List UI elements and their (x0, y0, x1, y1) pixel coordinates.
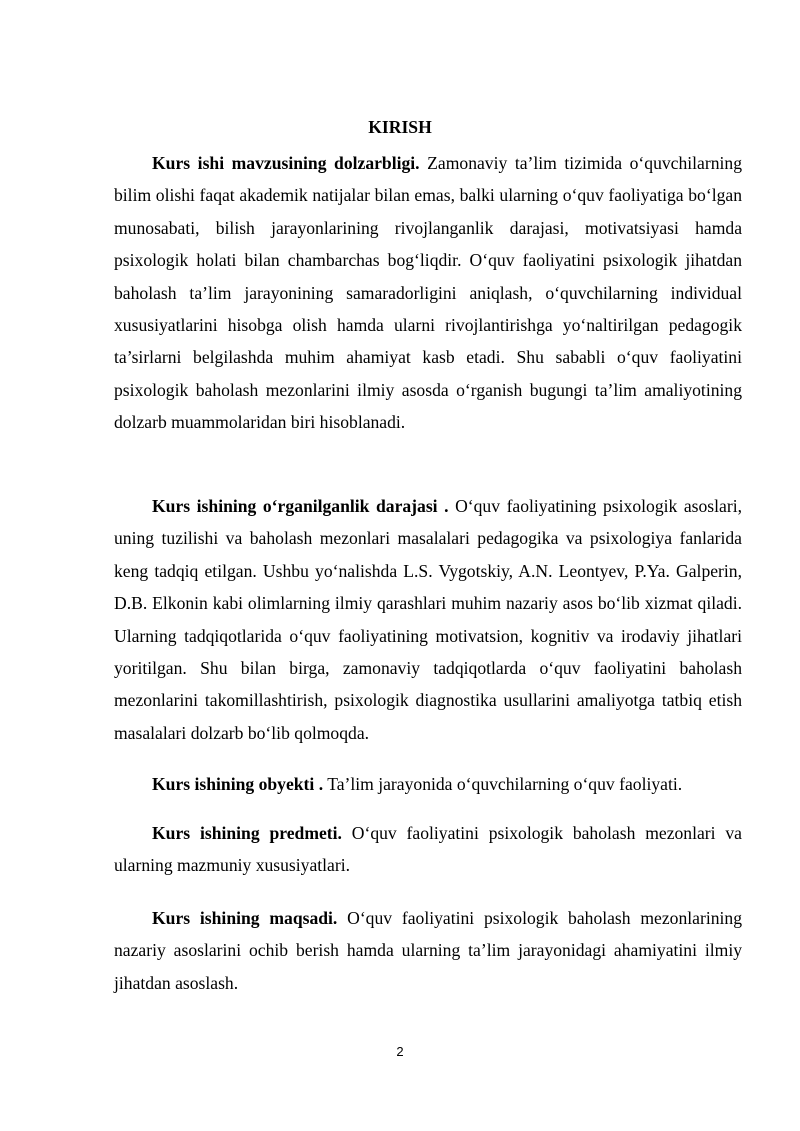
paragraph-relevance (114, 147, 742, 439)
paragraph-lead: Kurs ishining obyekti . (152, 774, 324, 794)
paragraph-study-level (114, 490, 742, 749)
paragraph-text: Ta’lim jarayonida o‘quvchilarning o‘quv faoliyati. (323, 774, 683, 794)
paragraph-subject (114, 817, 742, 882)
paragraph-text: Zamonaviy ta’lim tizimida o‘quvchilarning bilim olishi faqat akademik natijalar bilan emas, balki ularning o‘quv faoliyatiga bo‘lgan munosabati, bilish jarayonlarining rivojlanganlik darajasi, motivatsiyasi hamda psixologik holati bilan chambarchas bog‘liqdir. O‘quv faoliyatini psixologik jihatdan baholash ta’lim jarayonining samaradorligini aniqlash, o‘quvchilarning individual xususiyatlarini hisobga olish hamda ularni rivojlantirishga yo‘naltirilgan pedagogik ta’sirlarni belgilashda muhim ahamiyat kasb etadi. Shu sababli o‘quv faoliyatini psixologik baholash mezonlarini ilmiy asosda o‘rganish bugungi ta’lim amaliyotining dolzarb muammolaridan biri hisoblanadi. (114, 153, 743, 433)
paragraph-text: O‘quv faoliyatini psixologik baholash mezonlari va ularning mazmuniy xususiyatlari. (114, 823, 742, 876)
section-heading: KIRISH (368, 117, 432, 137)
paragraph-goal (114, 902, 742, 999)
paragraph-lead: Kurs ishining predmeti. (152, 823, 342, 843)
paragraph-lead: Kurs ishining o‘rganilganlik darajasi . (152, 496, 449, 516)
paragraph-lead: Kurs ishi mavzusining dolzarbligi. (152, 153, 420, 173)
paragraph-text: O‘quv faoliyatini psixologik baholash mezonlarining nazariy asoslarini ochib berish hamda ularning ta’lim jarayonidagi ahamiyatini ilmiy jihatdan asoslash. (114, 908, 742, 993)
paragraph-lead: Kurs ishining maqsadi. (152, 908, 338, 928)
paragraph-object (114, 768, 742, 800)
paragraph-text: O‘quv faoliyatining psixologik asoslari, uning tuzilishi va baholash mezonlari masalalari pedagogika va psixologiya fanlarida keng tadqiq etilgan. Ushbu yo‘nalishda L.S. Vygotskiy, A.N. Leontyev, P.Ya. Galperin, D.B. Elkonin kabi olimlarning ilmiy qarashlari muhim nazariy asos bo‘lib xizmat qiladi. Ularning tadqiqotlarida o‘quv faoliyatining motivatsion, kognitiv va irodaviy jihatlari yoritilgan. Shu bilan birga, zamonaviy tadqiqotlarda o‘quv faoliyatini baholash mezonlarini takomillashtirish, psixologik diagnostika usullarini amaliyotga tatbiq etish masalalari dolzarb bo‘lib qolmoqda. (114, 496, 742, 743)
page-number: 2 (396, 1044, 404, 1059)
